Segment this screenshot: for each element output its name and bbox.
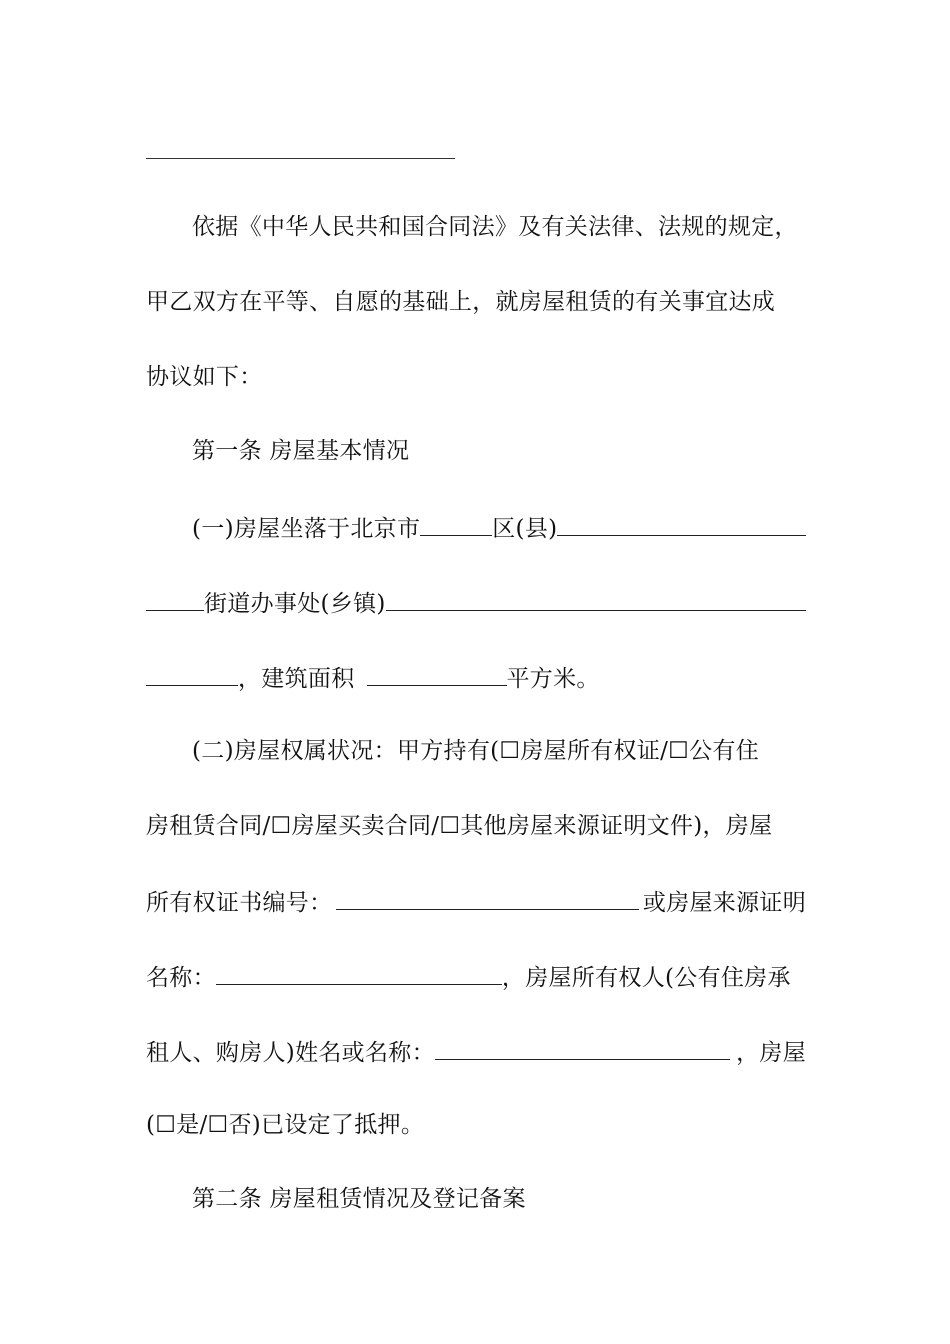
owner-label: ，房屋所有权人(公有住房承 [501,965,791,991]
intro-line-3: 协议如下： [146,364,263,390]
document-name-blank[interactable] [216,960,502,985]
square-meter-label: 平方米。 [506,666,600,692]
owner-name-blank[interactable] [435,1035,730,1060]
name-label: 名称： [146,965,216,991]
street-blank[interactable] [146,586,204,611]
ownership-line-3 [146,885,806,918]
house-label: ，房屋 [736,1040,806,1066]
ownership-line-2: 房租赁合同/☐房屋买卖合同/☐其他房屋来源证明文件)，房屋 [146,813,773,839]
intro-line-2: 甲乙双方在平等、自愿的基础上，就房屋租赁的有关事宜达成 [146,289,776,315]
street-office-label: 街道办事处(乡镇) [204,591,386,617]
mortgage-line: (☐是/☐否)已设定了抵押。 [146,1112,425,1138]
article-1-line-2 [146,586,806,619]
source-proof-label: 或房屋来源证明 [642,890,806,916]
certificate-number-blank[interactable] [336,885,638,910]
article-2-title: 第二条 房屋租赁情况及登记备案 [192,1186,526,1212]
top-signature-line [146,158,455,159]
owner-name-label: 租人、购房人)姓名或名称： [146,1040,435,1066]
intro-line-1: 依据《中华人民共和国合同法》及有关法律、法规的规定， [192,214,798,240]
ownership-line-4 [146,960,806,993]
district-label: 区(县) [492,516,558,542]
floor-area-label: ，建筑面积 [238,666,355,692]
article-1-line-3 [146,661,806,694]
district-name-blank[interactable] [557,511,806,536]
ownership-line-5 [146,1035,806,1068]
address-end-blank[interactable] [146,661,238,686]
district-blank[interactable] [420,511,492,536]
location-city-label: (一)房屋坐落于北京市 [192,516,421,542]
article-1-line-1 [192,511,806,544]
floor-area-blank[interactable] [367,661,507,686]
street-address-blank[interactable] [386,586,806,611]
ownership-line-1: (二)房屋权属状况：甲方持有(☐房屋所有权证/☐公有住 [192,738,760,764]
article-1-title: 第一条 房屋基本情况 [192,438,410,464]
certificate-number-label: 所有权证书编号： [146,890,333,916]
